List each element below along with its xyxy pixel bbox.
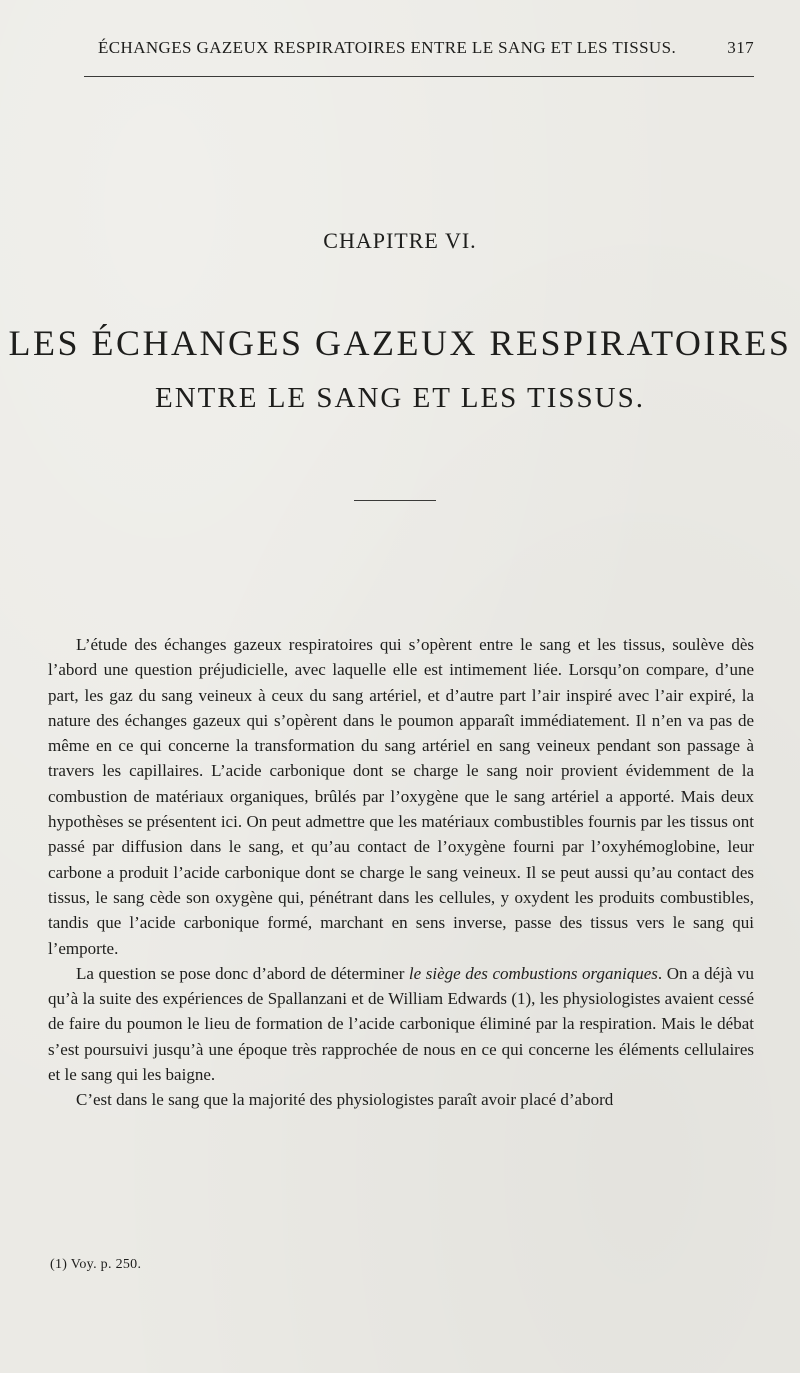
chapter-title-line-1: LES ÉCHANGES GAZEUX RESPIRATOIRES: [8, 323, 792, 363]
page-number: 317: [727, 38, 754, 57]
paragraph-2-text-before: La question se pose donc d’abord de déterminer: [76, 963, 409, 983]
title-separator-rule: [354, 500, 436, 501]
running-title: ÉCHANGES GAZEUX RESPIRATOIRES ENTRE LE SANG ET LES TISSUS.: [98, 38, 677, 57]
body-text: [48, 632, 754, 1113]
chapter-number: CHAPITRE VI.: [323, 228, 477, 253]
paragraph-1: L’étude des échanges gazeux respiratoires qui s’opèrent entre le sang et les tissus, soulève dès l’abord une question préjudicielle, avec laquelle elle est intimement liée. Lorsqu’on compare, d’une part, les gaz du sang veineux à ceux du sang artériel, et d’autre part l’air inspiré avec l’air expiré, la nature des échanges gazeux qui s’opèrent dans le poumon apparaît immédiatement. Il n’en va pas de même en ce qui concerne la transformation du sang artériel en sang veineux pendant son passage à travers les capillaires. L’acide carbonique dont se charge le sang noir provient évidemment de la combustion de matériaux organiques, brûlés par l’oxygène que le sang artériel a apporté. Mais deux hypothèses se présentent ici. On peut admettre que les matériaux combustibles fournis par les tissus ont passé par diffusion dans le sang, et qu’au contact de l’oxygène fourni par l’oxyhémoglobine, leur carbone a produit l’acide carbonique dont se charge le sang veineux. Il se peut aussi qu’au contact des tissus, le sang cède son oxygène qui, pénétrant dans les cellules, y oxydent les produits combustibles, tandis que l’acide carbonique formé, marchant en sens inverse, passe des tissus vers le sang qui l’emporte.: [48, 635, 754, 958]
paragraph-2-text-after: . On a déjà vu qu’à la suite des expériences de Spallanzani et de William Edwards (1), les physiologistes avaient cessé de faire du poumon le lieu de formation de l’acide carbonique éliminé par la respiration. Mais le débat s’est poursuivi jusqu’à une époque très rapprochée de nous en ce qui concerne les éléments cellulaires et le sang qui les baigne.: [48, 963, 755, 1085]
footnote: (1) Voy. p. 250.: [50, 1257, 142, 1272]
header-rule: [84, 76, 754, 77]
chapter-title-line-2: ENTRE LE SANG ET LES TISSUS.: [155, 382, 645, 414]
paragraph-2-italic: le siège des combustions organiques: [408, 963, 658, 983]
paragraph-3: C’est dans le sang que la majorité des physiologistes paraît avoir placé d’abord: [76, 1090, 614, 1110]
paragraph-2: [48, 961, 754, 1087]
running-header: [48, 38, 754, 66]
